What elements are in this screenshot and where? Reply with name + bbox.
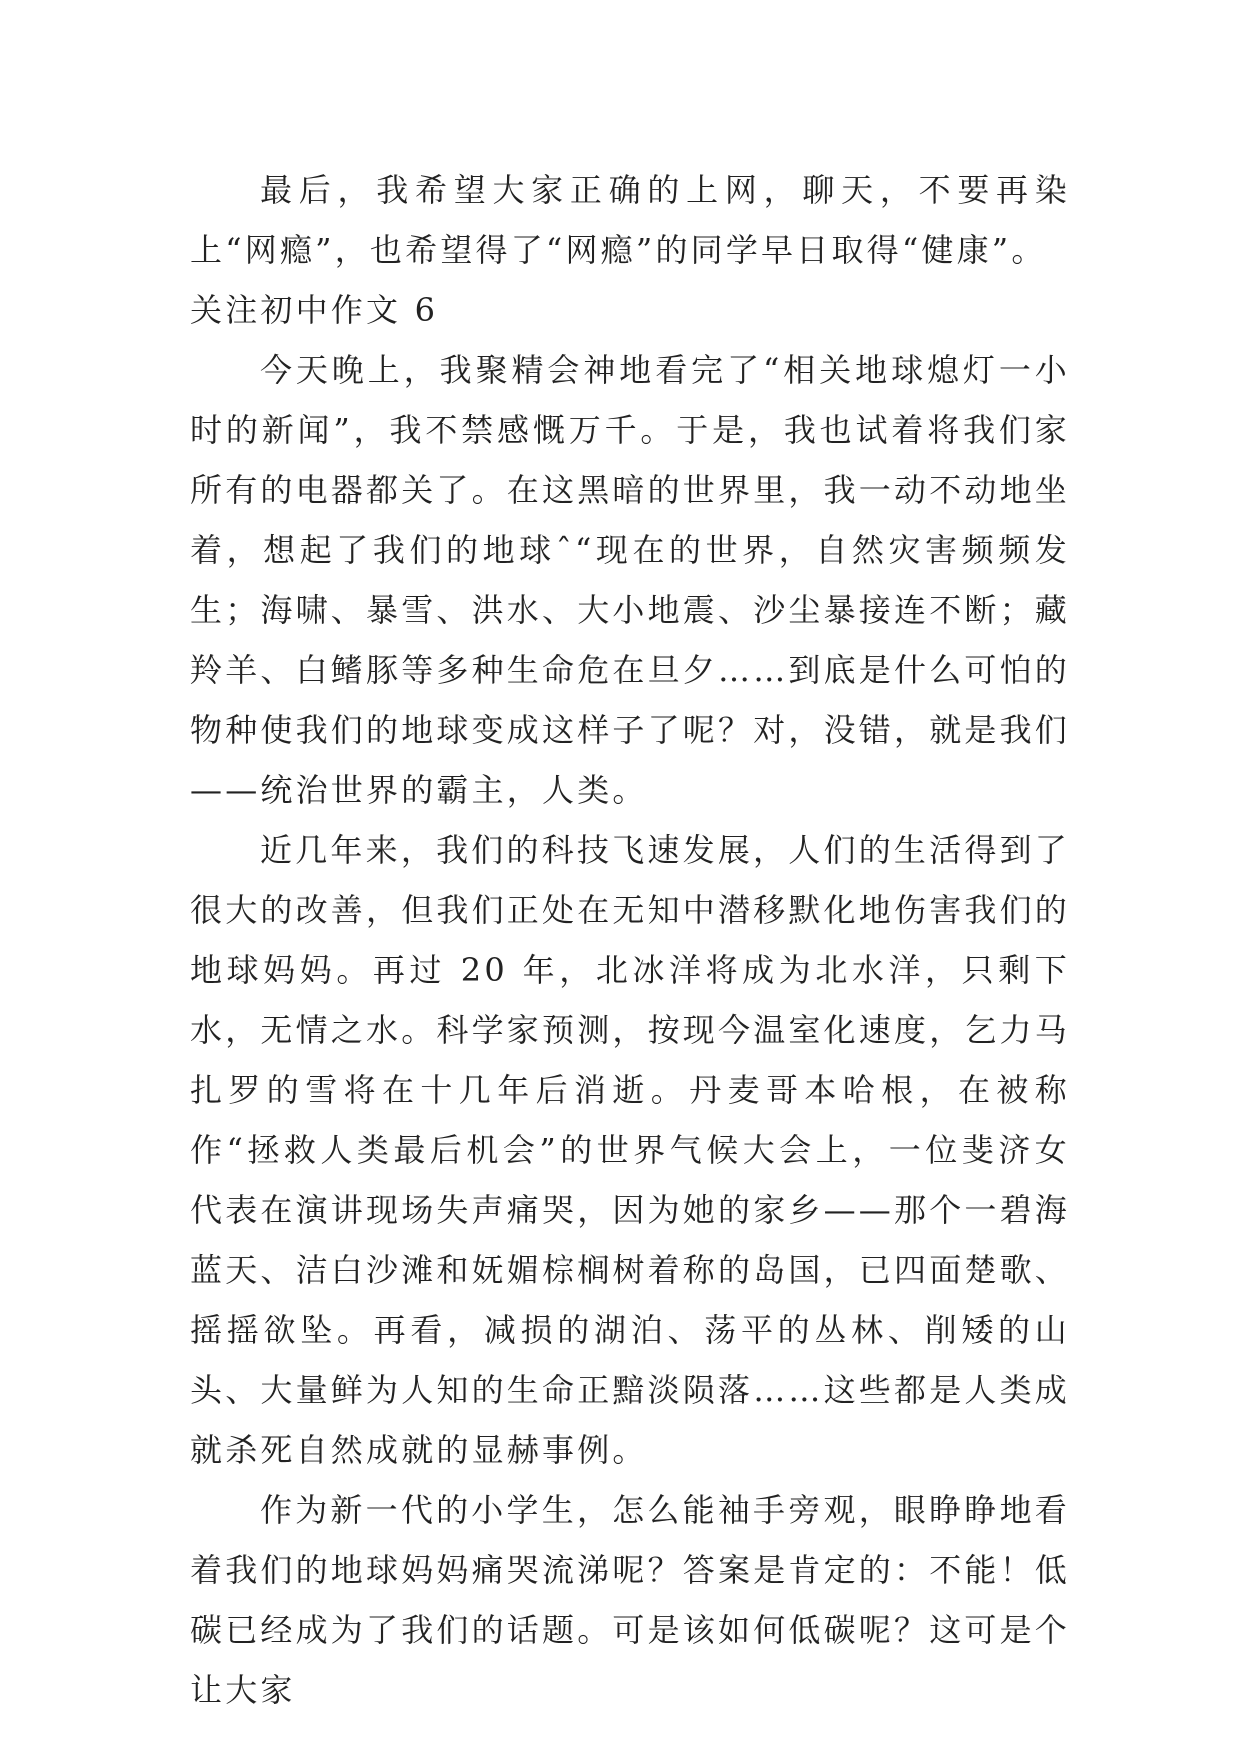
paragraph-low-carbon: 作为新一代的小学生，怎么能袖手旁观，眼睁睁地看着我们的地球妈妈痛哭流涕呢？答案是肯定的：不能！低碳已经成为了我们的话题。可是该如何低碳呢？这可是个让大家 [190,1491,1071,1709]
section-title: 关注初中作文 6 [190,291,439,329]
paragraph-climate: 近几年来，我们的科技飞速发展，人们的生活得到了很大的改善，但我们正处在无知中潜移默化地伤害我们的地球妈妈。再过 20 年，北冰洋将成为北水洋，只剩下水，无情之水。科学家预测，按现今温室化速度，乞力马扎罗的雪将在十几年后消逝。丹麦哥本哈根，在被称作“拯救人类最后机会”的世界气候大会上，一位斐济女代表在演讲现场失声痛哭，因为她的家乡——那个一碧海蓝天、洁白沙滩和妩媚棕榈树着称的岛国，已四面楚歌、摇摇欲坠。再看，减损的湖泊、荡平的丛林、削矮的山头、大量鲜为人知的生命正黯淡陨落……这些都是人类成就杀死自然成就的显赫事例。 [190,831,1071,1469]
document-body [190,160,1070,1720]
paragraph-earth-hour: 今天晚上，我聚精会神地看完了“相关地球熄灯一小时的新闻”，我不禁感慨万千。于是，我也试着将我们家所有的电器都关了。在这黑暗的世界里，我一动不动地坐着，想起了我们的地球ˆ“现在的世界，自然灾害频频发生；海啸、暴雪、洪水、大小地震、沙尘暴接连不断；藏羚羊、白鳍豚等多种生命危在旦夕……到底是什么可怕的物种使我们的地球变成这样子了呢？对，没错，就是我们——统治世界的霸主，人类。 [190,351,1071,809]
paragraph-closing: 最后，我希望大家正确的上网，聊天，不要再染上“网瘾”，也希望得了“网瘾”的同学早日取得“健康”。 [190,171,1070,269]
